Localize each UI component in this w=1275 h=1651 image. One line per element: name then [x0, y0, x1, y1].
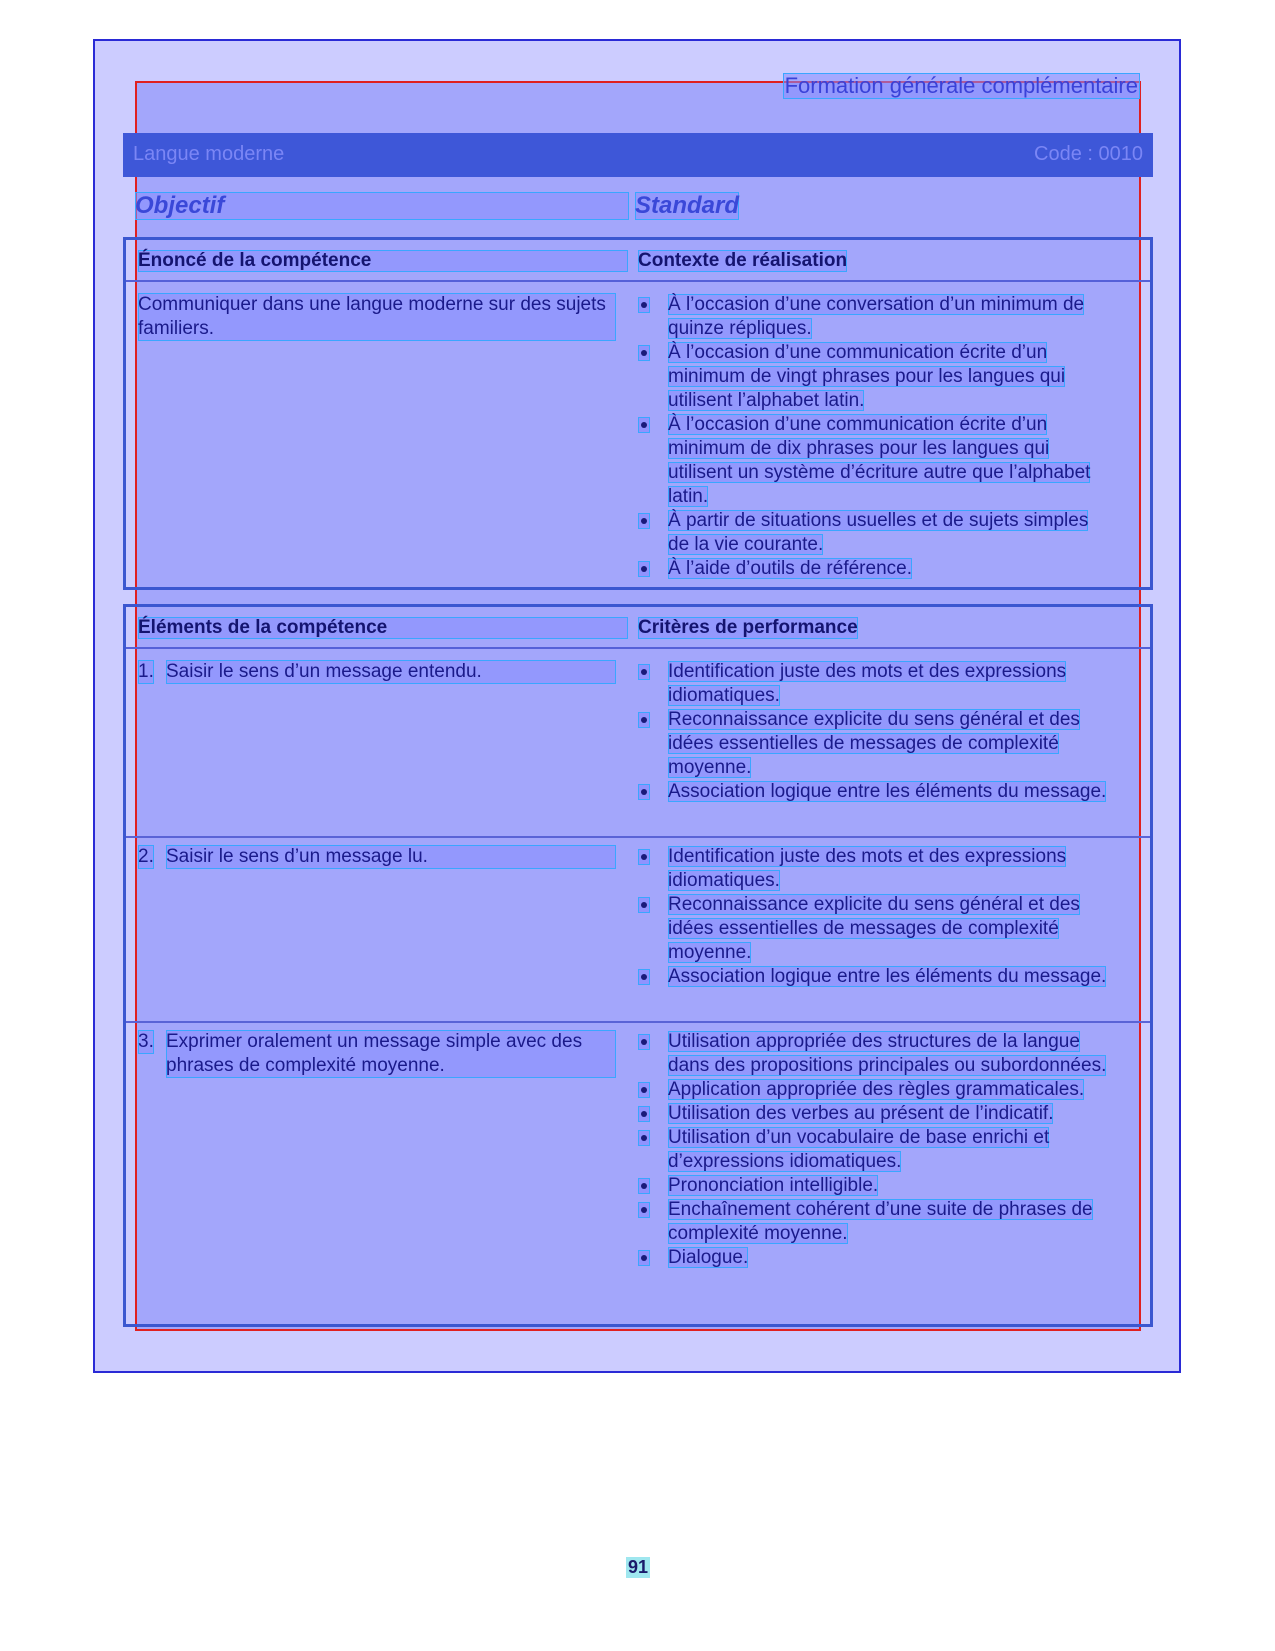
competence-statement-header: Énoncé de la compétence [138, 250, 628, 272]
bullet-icon [638, 561, 650, 577]
element-number: 2. [138, 846, 154, 867]
header-title: Formation générale complémentaire [784, 73, 1138, 98]
bullet-icon [638, 1082, 650, 1098]
list-item: Enchaînement cohérent d’une suite de phrases de complexité moyenne. [638, 1198, 1108, 1246]
list-item: Application appropriée des règles grammaticales. [638, 1078, 1108, 1102]
context-header: Contexte de réalisation [638, 250, 848, 271]
list-item: Reconnaissance explicite du sens général et des idées essentielles de messages de complexité moyenne. [638, 893, 1108, 965]
bullet-icon [638, 1202, 650, 1218]
elements-table-header [126, 607, 1150, 649]
list-item: Reconnaissance explicite du sens général et des idées essentielles de messages de complexité moyenne. [638, 708, 1108, 780]
element-text: Saisir le sens d’un message entendu. [166, 660, 616, 684]
list-item: Utilisation d’un vocabulaire de base enrichi et d’expressions idiomatiques. [638, 1126, 1108, 1174]
list-item: Dialogue. [638, 1246, 1108, 1270]
bullet-icon [638, 897, 650, 913]
subject-name: Langue moderne [133, 143, 285, 165]
list-item: Association logique entre les éléments du message. [638, 780, 1108, 804]
element-text: Saisir le sens d’un message lu. [166, 845, 616, 869]
list-item: Utilisation appropriée des structures de la langue dans des propositions principales ou subordonnées. [638, 1030, 1108, 1078]
subject-bar [123, 133, 1153, 177]
standard-heading: Standard [635, 192, 740, 219]
bullet-icon [638, 712, 650, 728]
elements-table [123, 604, 1153, 1327]
bullet-icon [638, 1250, 650, 1266]
bullet-icon [638, 513, 650, 529]
bullet-icon [638, 1178, 650, 1194]
list-item: À partir de situations usuelles et de sujets simples de la vie courante. [638, 509, 1108, 557]
bullet-icon [638, 664, 650, 680]
bullet-icon [638, 784, 650, 800]
competence-table-header [126, 240, 1150, 282]
criteria-list-3 [638, 1030, 1108, 1270]
criteria-header: Critères de performance [638, 617, 858, 638]
bullet-icon [638, 969, 650, 985]
list-item: Utilisation des verbes au présent de l’indicatif. [638, 1102, 1108, 1126]
list-item: Prononciation intelligible. [638, 1174, 1108, 1198]
row-divider [126, 836, 1150, 838]
list-item: Association logique entre les éléments du message. [638, 965, 1108, 989]
list-item: À l’occasion d’une communication écrite d’un minimum de dix phrases pour les langues qui utilisent un système d’écriture autre que l’alphabet latin. [638, 413, 1108, 509]
element-row-1 [138, 660, 616, 684]
context-list [638, 293, 1108, 581]
bullet-icon [638, 1034, 650, 1050]
elements-header: Éléments de la compétence [138, 617, 628, 639]
competence-statement: Communiquer dans une langue moderne sur des sujets familiers. [138, 293, 616, 341]
list-item: Identification juste des mots et des expressions idiomatiques. [638, 660, 1108, 708]
bullet-icon [638, 297, 650, 313]
criteria-list-2 [638, 845, 1108, 989]
bullet-icon [638, 849, 650, 865]
subject-code: Code : 0010 [1034, 143, 1143, 165]
criteria-list-1 [638, 660, 1108, 804]
bullet-icon [638, 1130, 650, 1146]
bullet-icon [638, 345, 650, 361]
element-row-2 [138, 845, 616, 869]
list-item: À l’occasion d’une conversation d’un minimum de quinze répliques. [638, 293, 1108, 341]
bullet-icon [638, 1106, 650, 1122]
element-number: 3. [138, 1031, 154, 1052]
element-number: 1. [138, 661, 154, 682]
element-row-3 [138, 1030, 616, 1078]
element-text: Exprimer oralement un message simple avec des phrases de complexité moyenne. [166, 1030, 616, 1078]
list-item: À l’aide d’outils de référence. [638, 557, 1108, 581]
row-divider [126, 1021, 1150, 1023]
page-number: 91 [628, 1557, 649, 1577]
list-item: Identification juste des mots et des expressions idiomatiques. [638, 845, 1108, 893]
bullet-icon [638, 417, 650, 433]
objective-heading: Objectif [135, 192, 629, 220]
list-item: À l’occasion d’une communication écrite d’un minimum de vingt phrases pour les langues qui utilisent l’alphabet latin. [638, 341, 1108, 413]
competence-table [123, 237, 1153, 590]
